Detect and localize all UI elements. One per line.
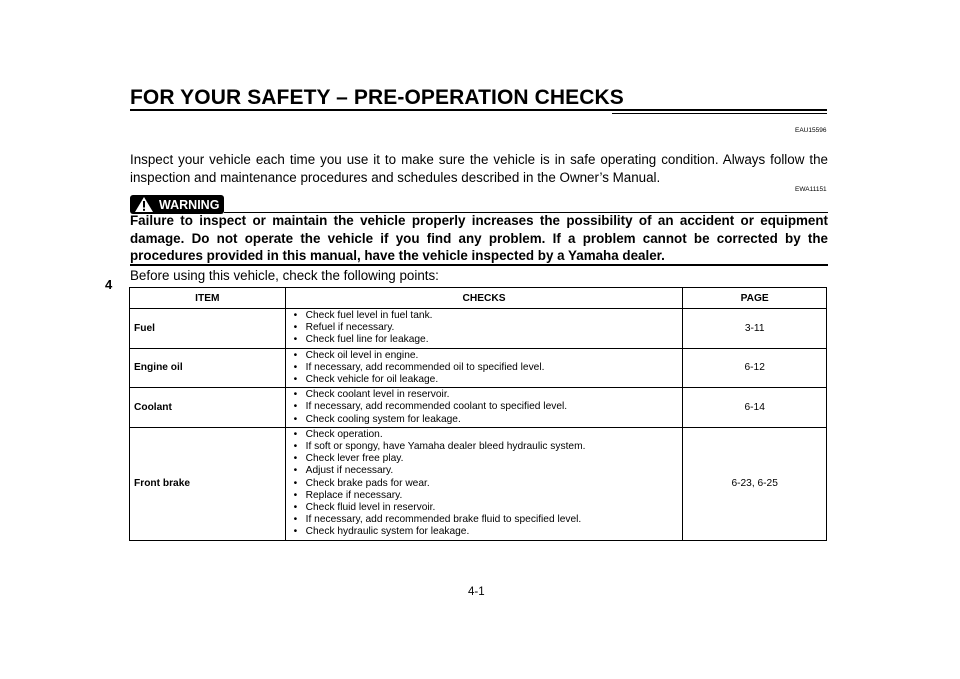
chapter-number: 4 [105, 277, 113, 292]
intro-paragraph: Inspect your vehicle each time you use it to make sure the vehicle is in safe operating condition. Always follow the inspection and maintenance procedures and schedules described in the Owner’s Manual. [130, 152, 828, 185]
row-item: Fuel [130, 309, 286, 349]
row-checks [285, 309, 683, 349]
check-item: • Check brake pads for wear. [294, 478, 683, 490]
row-checks [285, 427, 683, 540]
table-row [130, 309, 827, 349]
checks-list [286, 309, 683, 348]
check-item: • Adjust if necessary. [294, 465, 683, 477]
header-checks: CHECKS [285, 288, 683, 309]
warning-code: EWA11151 [795, 186, 827, 193]
table-row [130, 348, 827, 388]
chapter-tab [101, 277, 121, 577]
check-item: • Check oil level in engine. [294, 350, 683, 362]
table-row [130, 388, 827, 428]
row-page: 6-23, 6-25 [683, 427, 827, 540]
check-item: • If necessary, add recommended brake fluid to specified level. [294, 514, 683, 526]
title-rule [130, 109, 827, 111]
row-checks [285, 348, 683, 388]
row-item: Coolant [130, 388, 286, 428]
row-item: Front brake [130, 427, 286, 540]
page-title: FOR YOUR SAFETY – PRE-OPERATION CHECKS [130, 86, 624, 109]
check-item: • Check hydraulic system for leakage. [294, 526, 683, 538]
row-page: 6-12 [683, 348, 827, 388]
row-page: 6-14 [683, 388, 827, 428]
check-item: • Check vehicle for oil leakage. [294, 374, 683, 386]
pre-operation-checks-table [129, 287, 827, 541]
check-item: • Check coolant level in reservoir. [294, 389, 683, 401]
check-item: • If necessary, add recommended coolant to specified level. [294, 401, 683, 413]
check-item: • Check lever free play. [294, 453, 683, 465]
checks-list [286, 428, 683, 540]
checks-list [286, 349, 683, 388]
checks-list [286, 388, 683, 427]
check-item: • Refuel if necessary. [294, 322, 683, 334]
warning-bottom-rule [130, 264, 828, 266]
page-number: 4-1 [468, 586, 485, 598]
check-item: • Check fuel level in fuel tank. [294, 310, 683, 322]
check-item: • If necessary, add recommended oil to specified level. [294, 362, 683, 374]
table-row [130, 427, 827, 540]
warning-label: WARNING [159, 197, 220, 212]
header-item: ITEM [130, 288, 286, 309]
check-item: • Check fuel line for leakage. [294, 334, 683, 346]
section-code: EAU15596 [795, 127, 827, 134]
check-item: • If soft or spongy, have Yamaha dealer bleed hydraulic system. [294, 441, 683, 453]
check-item: • Check operation. [294, 429, 683, 441]
before-text: Before using this vehicle, check the following points: [130, 268, 439, 283]
check-item: • Replace if necessary. [294, 490, 683, 502]
warning-text: Failure to inspect or maintain the vehicle properly increases the possibility of an accident or equipment damage. Do not operate the vehicle if you find any problem. If a problem cannot be corrected by the procedures provided in this manual, have the vehicle inspected by a Yamaha dealer. [130, 213, 828, 263]
check-item: • Check cooling system for leakage. [294, 414, 683, 426]
row-checks [285, 388, 683, 428]
title-rule-thin [612, 113, 827, 114]
row-page: 3-11 [683, 309, 827, 349]
row-item: Engine oil [130, 348, 286, 388]
warning-triangle-icon [134, 196, 154, 213]
header-page: PAGE [683, 288, 827, 309]
table-header-row [130, 288, 827, 309]
check-item: • Check fluid level in reservoir. [294, 502, 683, 514]
